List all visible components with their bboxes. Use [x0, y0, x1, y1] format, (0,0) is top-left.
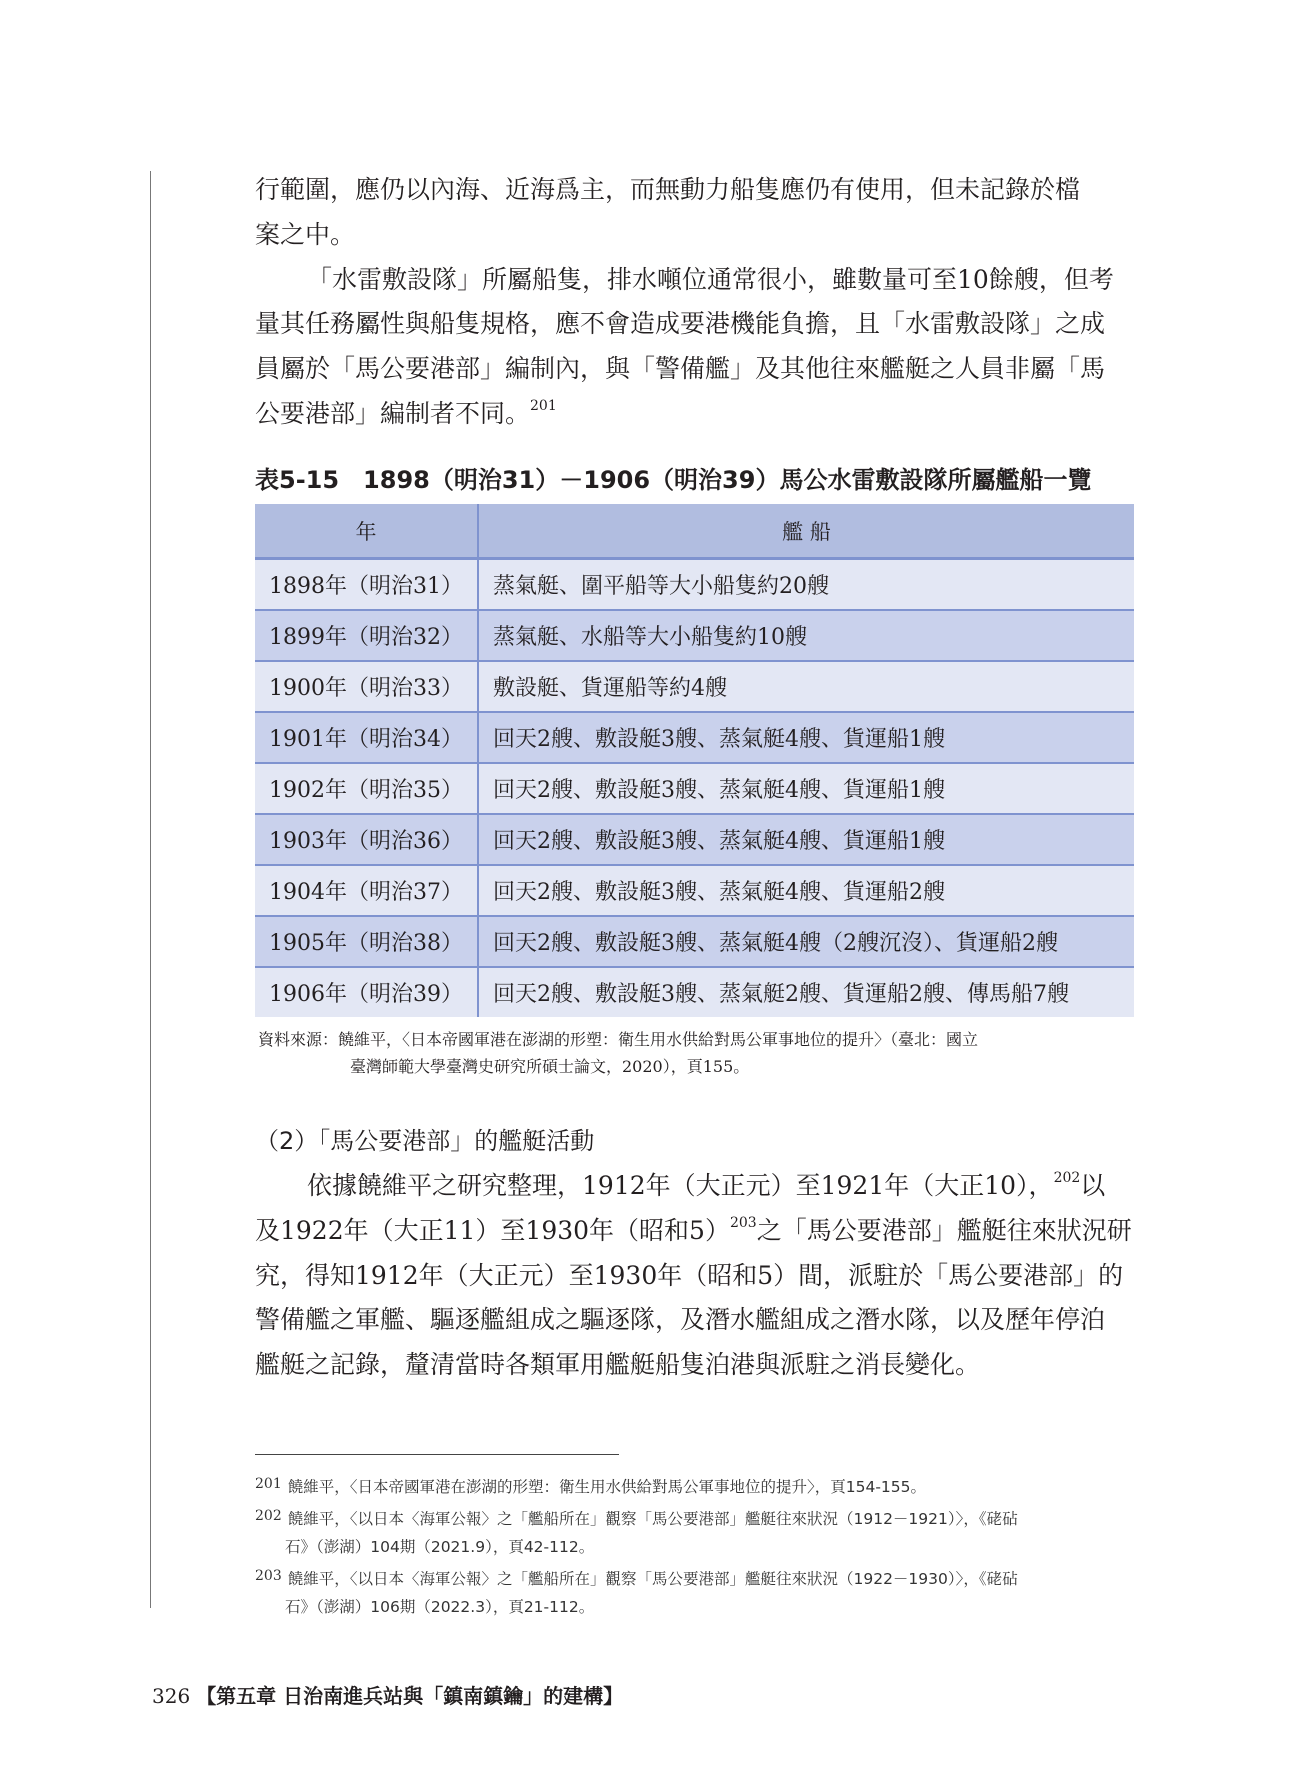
table-row — [255, 865, 1134, 916]
ships-cell: 回天2艘、敷設艇3艘、蒸氣艇4艘、貨運船1艘 — [478, 814, 1134, 865]
year-cell: 1901年（明治34） — [255, 712, 478, 763]
margin-rule — [150, 171, 151, 1608]
ships-cell: 回天2艘、敷設艇3艘、蒸氣艇2艘、貨運船2艘、傳馬船7艘 — [478, 967, 1134, 1017]
paragraph-1 — [255, 168, 1145, 437]
table-source-note — [258, 1026, 1148, 1080]
footnote-text: 石》（澎湖）104期（2021.9），頁42-112。 — [285, 1538, 595, 1556]
year-cell: 1903年（明治36） — [255, 814, 478, 865]
footnote-202 — [255, 1502, 1155, 1562]
text-span: 依據饒維平之研究整理，1912年（大正元）至1921年（大正10）， — [307, 1171, 1054, 1200]
footnote-number: 202 — [255, 1507, 282, 1524]
table-title: 表5-15 1898（明治31）－1906（明治39）馬公水雷敷設隊所屬艦船一覽 — [255, 466, 1092, 494]
footnote-text: 石》（澎湖）106期（2022.3），頁21-112。 — [285, 1598, 595, 1616]
text-line — [255, 1209, 1145, 1254]
text-span: 「水雷敷設隊」所屬船隻，排水噸位通常很小，雖數量可至10餘艘，但考 — [307, 264, 1114, 294]
text-line: 艦艇之記錄，釐清當時各類軍用艦艇船隻泊港與派駐之消長變化。 — [255, 1350, 981, 1380]
footnote-number: 203 — [255, 1567, 282, 1584]
footnote-divider — [255, 1454, 619, 1455]
text-line: 員屬於「馬公要港部」編制內，與「警備艦」及其他往來艦艇之人員非屬「馬 — [255, 354, 1106, 384]
source-line: 資料來源：饒維平，〈日本帝國軍港在澎湖的形塑：衛生用水供給對馬公軍事地位的提升〉（臺北：國立 — [258, 1030, 979, 1049]
chapter-title: 【第五章 日治南進兵站與「鎮南鎮鑰」的建構】 — [196, 1684, 624, 1708]
text-line: 案之中。 — [255, 219, 356, 249]
text-line: 行範圍，應仍以內海、近海爲主，而無動力船隻應仍有使用，但未記錄於檔 — [255, 175, 1081, 204]
ships-cell: 敷設艇、貨運船等約4艘 — [478, 661, 1134, 712]
text-line — [255, 258, 1145, 303]
footnote-203 — [255, 1562, 1155, 1622]
text-span: 公要港部」編制者不同。 — [255, 398, 531, 428]
year-cell: 1898年（明治31） — [255, 559, 478, 611]
year-cell: 1906年（明治39） — [255, 967, 478, 1017]
footnote-ref[interactable]: 201 — [530, 397, 557, 414]
page-number: 326 — [152, 1684, 191, 1708]
text-span: 之「馬公要港部」艦艇往來狀況研 — [756, 1215, 1132, 1245]
table-row — [255, 814, 1134, 865]
text-line: 量其任務屬性與船隻規格，應不會造成要港機能負擔，且「水雷敷設隊」之成 — [255, 309, 1106, 339]
footnote-ref[interactable]: 202 — [1053, 1170, 1081, 1186]
footnote-ref[interactable]: 203 — [729, 1214, 757, 1231]
ships-cell: 蒸氣艇、水船等大小船隻約10艘 — [478, 610, 1134, 661]
source-line: 臺灣師範大學臺灣史研究所碩士論文，2020），頁155。 — [350, 1057, 750, 1076]
year-cell: 1905年（明治38） — [255, 916, 478, 967]
text-span: 及1922年（大正11）至1930年（昭和5） — [255, 1215, 730, 1245]
table-header-row — [255, 504, 1134, 559]
footnote-number: 201 — [255, 1476, 282, 1492]
table-row — [255, 712, 1134, 763]
ships-cell: 回天2艘、敷設艇3艘、蒸氣艇4艘、貨運船1艘 — [478, 712, 1134, 763]
ships-cell: 回天2艘、敷設艇3艘、蒸氣艇4艘、貨運船1艘 — [478, 763, 1134, 814]
footnote-201 — [255, 1470, 1155, 1502]
ships-cell: 回天2艘、敷設艇3艘、蒸氣艇4艘、貨運船2艘 — [478, 865, 1134, 916]
footnote-text: 饒維平，〈以日本〈海軍公報〉之「艦船所在」觀察「馬公要港部」艦艇往來狀況（1912－1921）〉，《硓砧 — [287, 1509, 1018, 1528]
text-span: 以 — [1080, 1171, 1106, 1200]
table-row — [255, 916, 1134, 967]
footnote-text: 饒維平，〈以日本〈海軍公報〉之「艦船所在」觀察「馬公要港部」艦艇往來狀況（1922－1930）〉，《硓砧 — [287, 1569, 1018, 1588]
page-footer — [152, 1680, 623, 1709]
year-cell: 1904年（明治37） — [255, 865, 478, 916]
ships-cell: 蒸氣艇、圍平船等大小船隻約20艘 — [478, 559, 1134, 611]
year-cell: 1900年（明治33） — [255, 661, 478, 712]
footnote-text: 饒維平，〈日本帝國軍港在澎湖的形塑：衛生用水供給對馬公軍事地位的提升〉，頁154-155。 — [287, 1478, 926, 1496]
column-header-ships: 艦 船 — [478, 504, 1134, 559]
year-cell: 1902年（明治35） — [255, 763, 478, 814]
table-row — [255, 763, 1134, 814]
text-line — [255, 392, 1145, 437]
ships-table — [255, 504, 1134, 1017]
column-header-year: 年 — [255, 504, 478, 559]
section-heading: （2）「馬公要港部」的艦艇活動 — [255, 1127, 595, 1155]
paragraph-3 — [255, 1164, 1145, 1388]
table-row — [255, 559, 1134, 611]
ships-cell: 回天2艘、敷設艇3艘、蒸氣艇4艘（2艘沉沒）、貨運船2艘 — [478, 916, 1134, 967]
text-line: 警備艦之軍艦、驅逐艦組成之驅逐隊，及潛水艦組成之潛水隊，以及歷年停泊 — [255, 1305, 1106, 1335]
footnotes — [255, 1470, 1155, 1622]
table-row — [255, 967, 1134, 1017]
year-cell: 1899年（明治32） — [255, 610, 478, 661]
table-row — [255, 661, 1134, 712]
text-line: 究，得知1912年（大正元）至1930年（昭和5）間，派駐於「馬公要港部」的 — [255, 1260, 1124, 1290]
table-row — [255, 610, 1134, 661]
text-line — [255, 1164, 1145, 1209]
